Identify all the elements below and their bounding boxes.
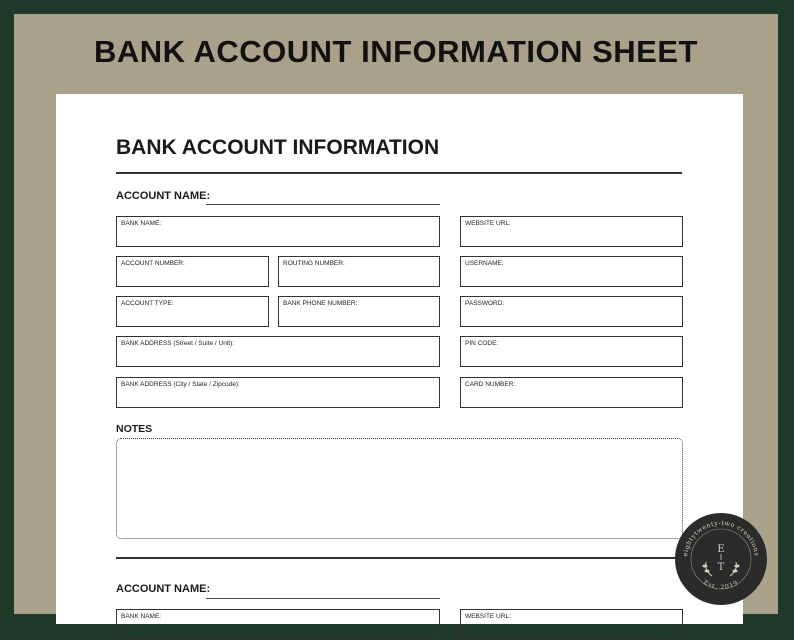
- routing-number-field[interactable]: [278, 256, 440, 287]
- pin-code-label: PIN CODE:: [465, 340, 499, 347]
- account-number-field[interactable]: [116, 256, 269, 287]
- second-website-url-label: WEBSITE URL:: [465, 613, 511, 620]
- brand-seal-logo: [674, 512, 768, 606]
- product-frame: [14, 14, 778, 620]
- website-url-label: WEBSITE URL:: [465, 220, 511, 227]
- heading-divider: [116, 172, 682, 174]
- second-bank-name-label: BANK NAME:: [121, 613, 162, 620]
- account-name-label: ACCOUNT NAME:: [116, 190, 211, 202]
- account-name-line[interactable]: [206, 204, 440, 205]
- second-bank-name-field[interactable]: [116, 609, 440, 640]
- bank-address-city-label: BANK ADDRESS (City / State / Zipcode):: [121, 381, 240, 388]
- bank-address-street-field[interactable]: [116, 336, 440, 367]
- information-sheet: [56, 94, 743, 624]
- seal-text: eightytwenty-two creations: [682, 519, 760, 557]
- username-label: USERNAME:: [465, 260, 504, 267]
- seal-est: Est. 2019: [702, 578, 740, 592]
- bank-address-street-label: BANK ADDRESS (Street / Suite / Unit):: [121, 340, 235, 347]
- second-account-name-label: ACCOUNT NAME:: [116, 583, 211, 595]
- bank-name-field[interactable]: [116, 216, 440, 247]
- website-url-field[interactable]: [460, 216, 683, 247]
- notes-box[interactable]: [116, 438, 683, 539]
- banner-title: BANK ACCOUNT INFORMATION SHEET: [94, 34, 698, 69]
- seal-monogram-bottom: T: [717, 562, 725, 573]
- routing-number-label: ROUTING NUMBER:: [283, 260, 345, 267]
- bank-name-label: BANK NAME:: [121, 220, 162, 227]
- seal-monogram-top: E: [717, 544, 725, 555]
- account-type-label: ACCOUNT TYPE:: [121, 300, 174, 307]
- bank-phone-number-field[interactable]: [278, 296, 440, 327]
- notes-label: NOTES: [116, 423, 153, 435]
- account-number-label: ACCOUNT NUMBER:: [121, 260, 185, 267]
- pin-code-field[interactable]: [460, 336, 683, 367]
- username-field[interactable]: [460, 256, 683, 287]
- card-number-field[interactable]: [460, 377, 683, 408]
- second-website-url-field[interactable]: [460, 609, 683, 640]
- password-label: PASSWORD:: [465, 300, 505, 307]
- account-type-field[interactable]: [116, 296, 269, 327]
- second-account-name-line[interactable]: [206, 598, 440, 599]
- bank-address-city-field[interactable]: [116, 377, 440, 408]
- sheet-heading: BANK ACCOUNT INFORMATION: [116, 136, 440, 159]
- section-divider: [116, 557, 682, 559]
- password-field[interactable]: [460, 296, 683, 327]
- card-number-label: CARD NUMBER:: [465, 381, 516, 388]
- bank-phone-number-label: BANK PHONE NUMBER:: [283, 300, 358, 307]
